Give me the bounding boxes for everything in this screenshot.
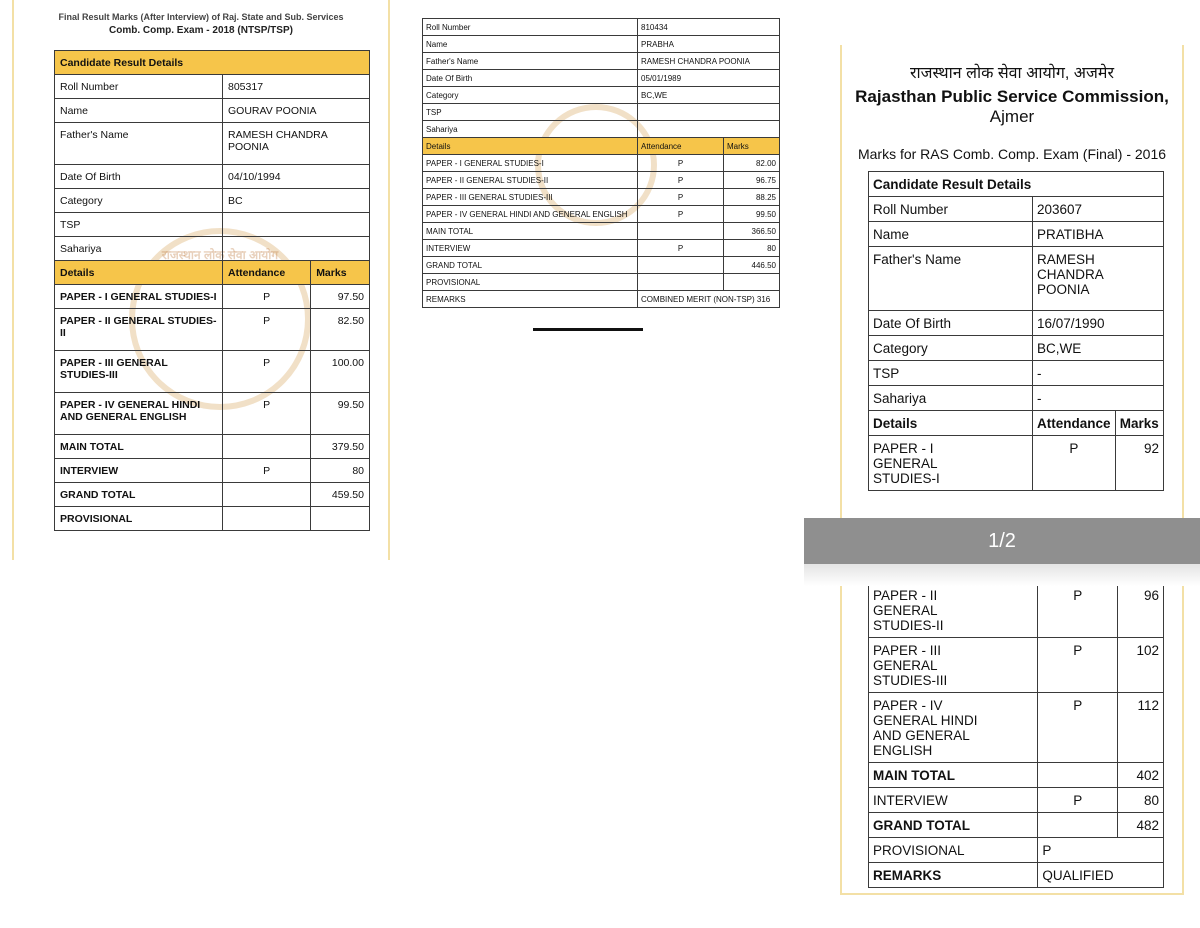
paper-row: PAPER - III GENERAL STUDIES-III P 100.00 (55, 351, 370, 393)
field-row: TSP - (869, 361, 1164, 386)
field-row: Name PRATIBHA (869, 222, 1164, 247)
details-header-row: Details Attendance Marks (55, 261, 370, 285)
paper-row: PAPER - II GENERAL STUDIES-II P 96 (869, 583, 1164, 638)
field-row: Roll Number 805317 (55, 75, 370, 99)
paper-row: PAPER - IV GENERAL HINDI AND GENERAL ENGLISH P 99.50 (423, 206, 780, 223)
field-row: Date Of Birth 04/10/1994 (55, 165, 370, 189)
page-divider-shadow (804, 564, 1200, 586)
interview-row: INTERVIEW P 80 (423, 240, 780, 257)
main-total-row: MAIN TOTAL 402 (869, 763, 1164, 788)
field-row: Father's Name RAMESH CHANDRA POONIA (423, 53, 780, 70)
field-row: Category BC,WE (423, 87, 780, 104)
provisional-row: PROVISIONAL (55, 507, 370, 531)
result-sheet-2 (420, 14, 784, 334)
paper-row: PAPER - I GENERAL STUDIES-I P 97.50 (55, 285, 370, 309)
field-row: Sahariya (55, 237, 370, 261)
interview-row: INTERVIEW P 80 (869, 788, 1164, 813)
field-row: TSP (55, 213, 370, 237)
paper-row: PAPER - III GENERAL STUDIES-III P 88.25 (423, 189, 780, 206)
field-row: Date Of Birth 16/07/1990 (869, 311, 1164, 336)
field-row: Roll Number 203607 (869, 197, 1164, 222)
exam-header-line1: Final Result Marks (After Interview) of Raj. State and Sub. Services (58, 12, 344, 22)
paper-row: PAPER - I GENERAL STUDIES-I P 82.00 (423, 155, 780, 172)
candidate-result-table-continued (868, 582, 1164, 888)
details-header-row: Details Attendance Marks (869, 411, 1164, 436)
paper-row: PAPER - IV GENERAL HINDI AND GENERAL ENGLISH P 112 (869, 693, 1164, 763)
paper-row: PAPER - II GENERAL STUDIES-II P 82.50 (55, 309, 370, 351)
candidate-result-table (422, 18, 780, 308)
exam-title: Marks for RAS Comb. Comp. Exam (Final) - 2016 (857, 146, 1167, 162)
paper-row: PAPER - IV GENERAL HINDI AND GENERAL ENGLISH P 99.50 (55, 393, 370, 435)
field-row: Sahariya (423, 121, 780, 138)
field-row: Category BC (55, 189, 370, 213)
page-indicator: 1/2 (804, 518, 1200, 564)
commission-seal-watermark: राजस्थान लोक सेवा आयोग (129, 228, 311, 410)
org-name-english-line1: Rajasthan Public Service Commission, (855, 87, 1169, 106)
provisional-row: PROVISIONAL P (869, 838, 1164, 863)
remarks-row: REMARKS QUALIFIED (869, 863, 1164, 888)
section-title: Candidate Result Details (869, 172, 1164, 197)
field-row: Name GOURAV POONIA (55, 99, 370, 123)
grand-total-row: GRAND TOTAL 482 (869, 813, 1164, 838)
candidate-result-table (868, 171, 1164, 491)
result-sheet-1 (12, 0, 390, 560)
org-name-english-line2: Ajmer (989, 107, 1035, 126)
paper-row: PAPER - III GENERAL STUDIES-III P 102 (869, 638, 1164, 693)
org-name-hindi: राजस्थान लोक सेवा आयोग, अजमेर (909, 65, 1115, 82)
remarks-row: REMARKS COMBINED MERIT (NON-TSP) 316 (423, 291, 780, 308)
field-row: TSP (423, 104, 780, 121)
field-row: Roll Number 810434 (423, 19, 780, 36)
field-row: Name PRABHA (423, 36, 780, 53)
main-total-row: MAIN TOTAL 379.50 (55, 435, 370, 459)
candidate-result-table (54, 50, 370, 531)
interview-row: INTERVIEW P 80 (55, 459, 370, 483)
section-title: Candidate Result Details (55, 51, 370, 75)
exam-header-line2: Comb. Comp. Exam - 2018 (NTSP/TSP) (109, 25, 293, 36)
field-row: Father's Name RAMESH CHANDRA POONIA (55, 123, 370, 165)
provisional-row: PROVISIONAL (423, 274, 780, 291)
grand-total-row: GRAND TOTAL 459.50 (55, 483, 370, 507)
paper-row: PAPER - II GENERAL STUDIES-II P 96.75 (423, 172, 780, 189)
field-row: Sahariya - (869, 386, 1164, 411)
result-sheet-3 (840, 45, 1184, 895)
field-row: Date Of Birth 05/01/1989 (423, 70, 780, 87)
main-total-row: MAIN TOTAL 366.50 (423, 223, 780, 240)
details-header-row: Details Attendance Marks (423, 138, 780, 155)
field-row: Category BC,WE (869, 336, 1164, 361)
field-row: Father's Name RAMESH CHANDRA POONIA (869, 247, 1164, 311)
grand-total-row: GRAND TOTAL 446.50 (423, 257, 780, 274)
paper-row: PAPER - I GENERAL STUDIES-I P 92 (869, 436, 1164, 491)
pen-strike-mark (533, 328, 643, 331)
